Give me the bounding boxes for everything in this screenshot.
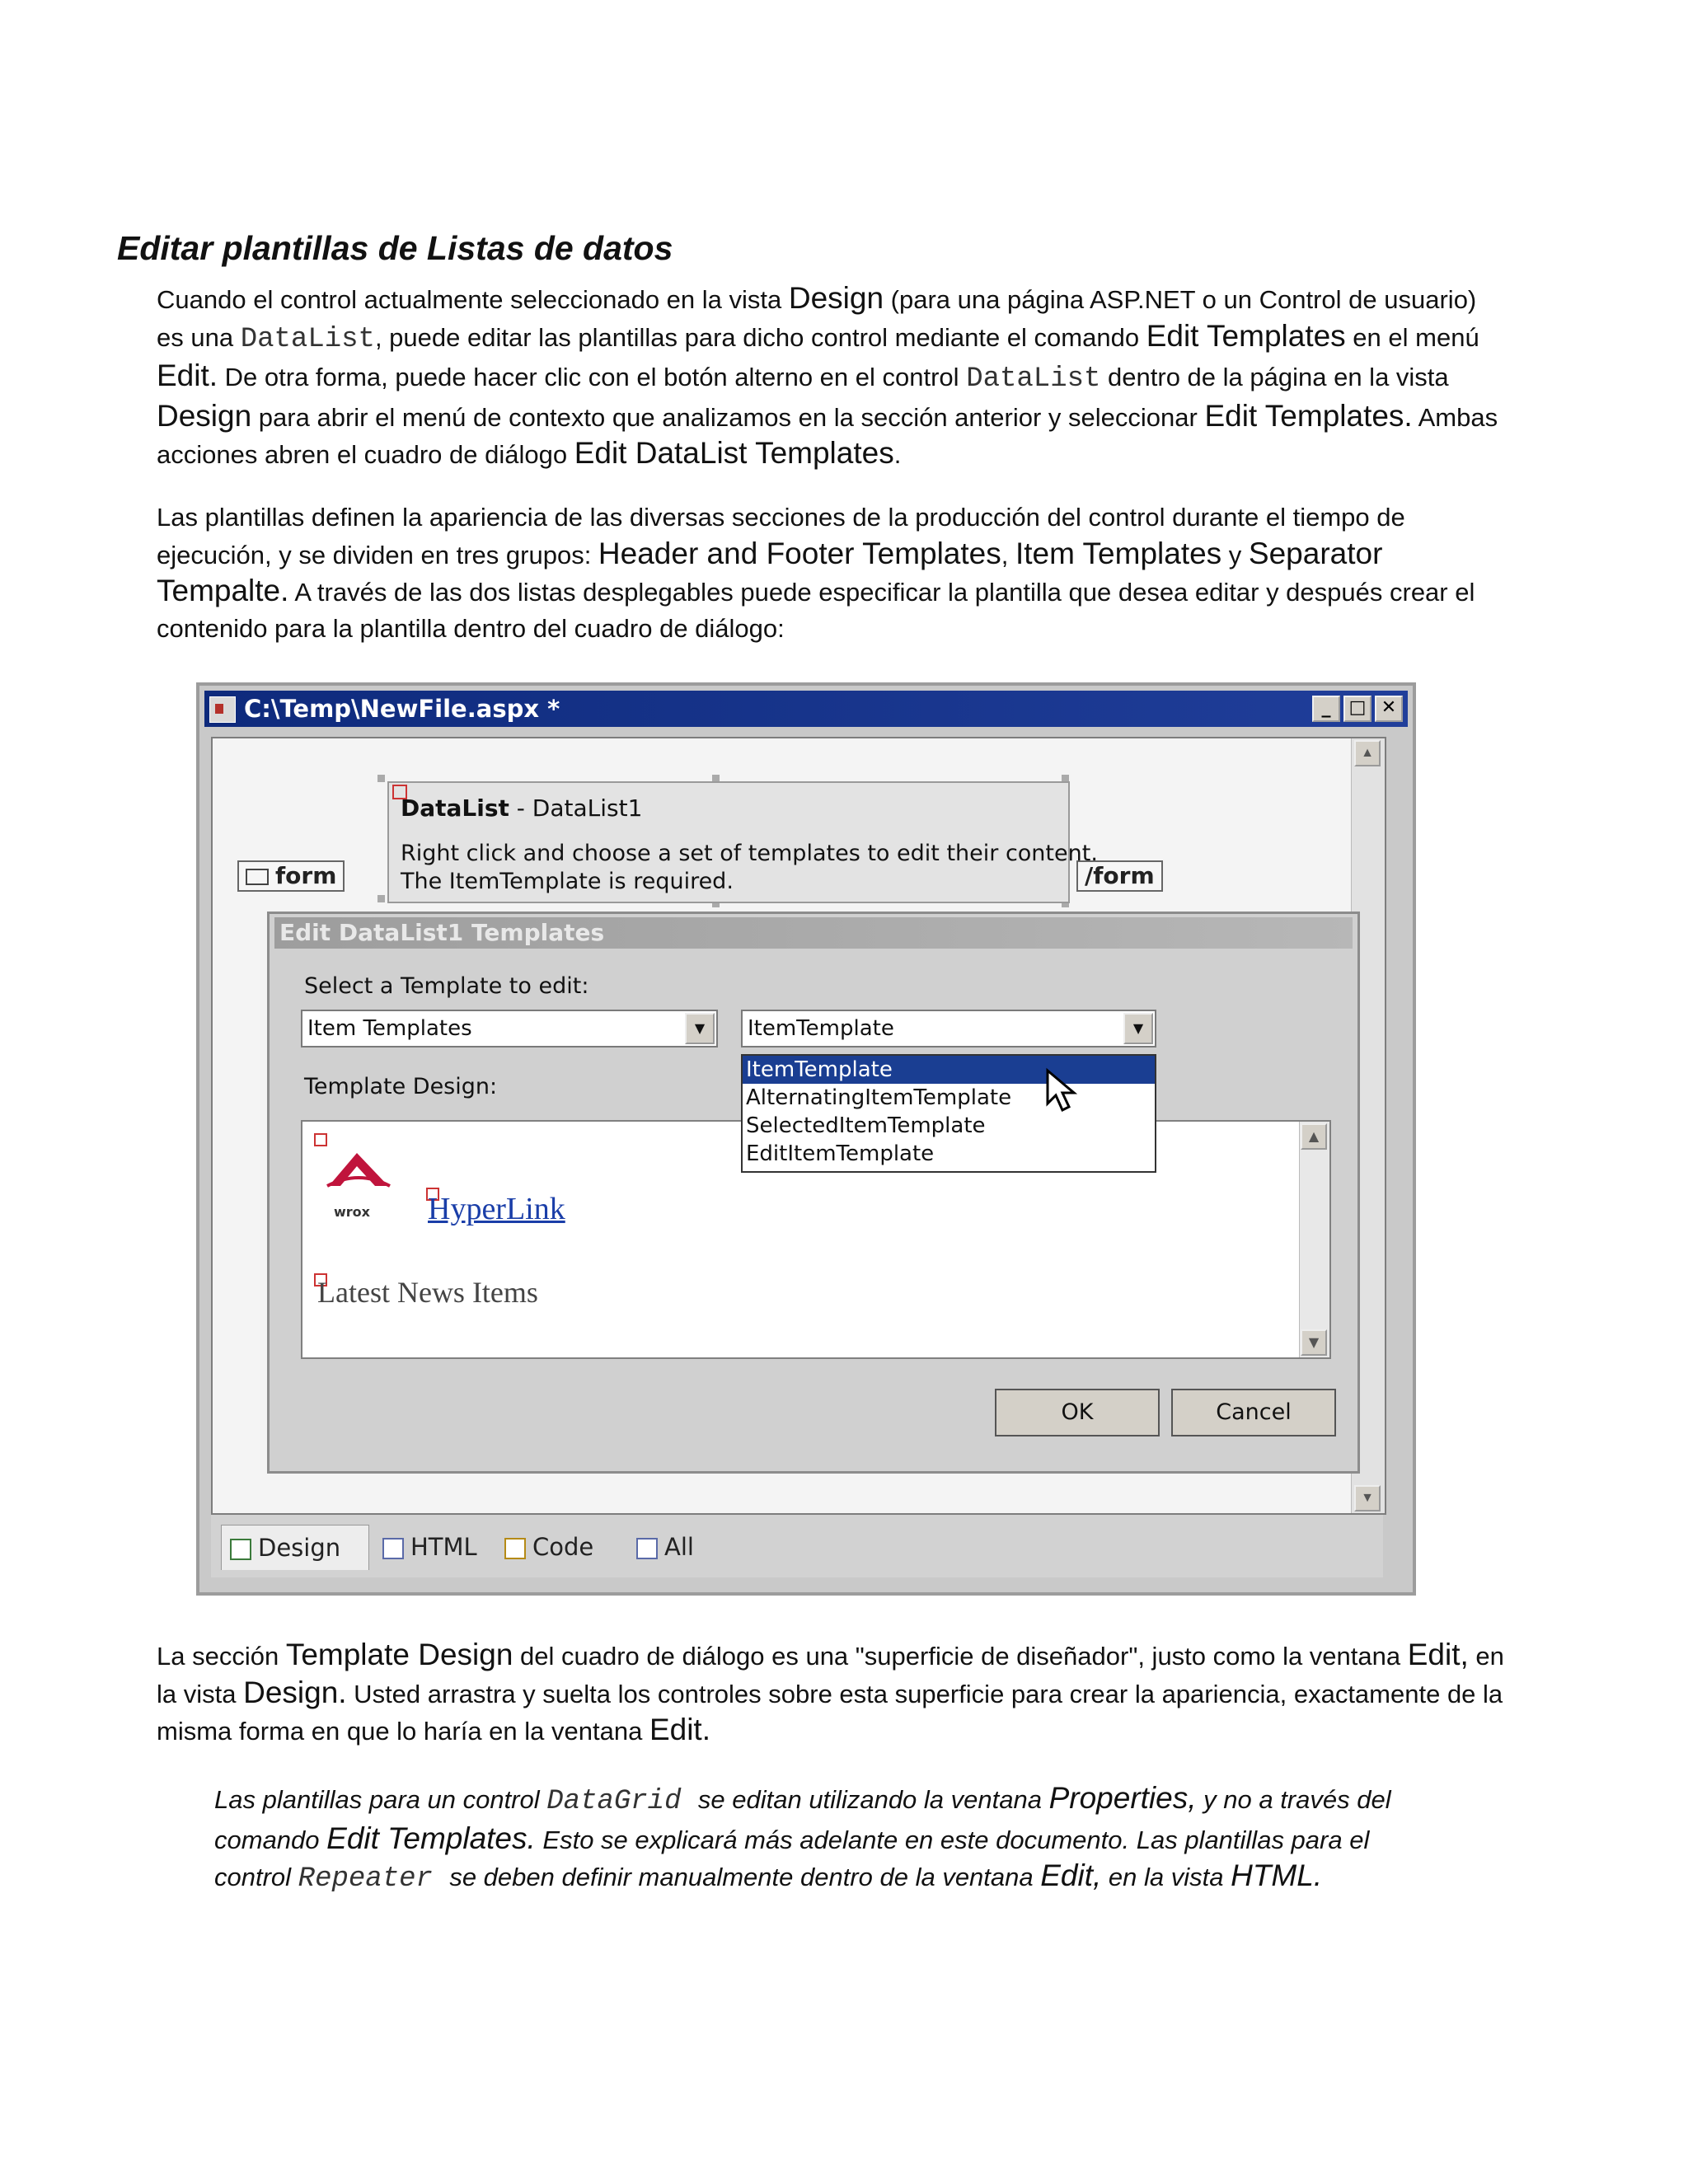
resize-handle[interactable] [377, 895, 385, 902]
tab-code[interactable]: Code [496, 1525, 620, 1569]
view-tab-bar [211, 1515, 1383, 1577]
note-paragraph: Las plantillas para un control DataGrid se editan utilizando la ventana Properties, y no a través del comando Edit Templates. Esto se explicará más adelante en este documento. Las plantillas para el control Repeater se deben definir manualmente dentro de la ventana Edit, en la vista HTML. [214, 1781, 1391, 1895]
design-surface [211, 737, 1386, 1515]
design-view-icon [230, 1539, 251, 1560]
template-dropdown-list[interactable] [741, 1054, 1156, 1173]
scroll-down-arrow[interactable]: ▼ [1354, 1485, 1381, 1511]
section-title: Editar plantillas de Listas de datos [117, 229, 673, 267]
code-view-icon [504, 1538, 526, 1559]
dropdown-option[interactable]: EditItemTemplate [746, 1141, 935, 1166]
design-area-scrollbar[interactable] [1299, 1122, 1329, 1357]
dropdown-option[interactable]: SelectedItemTemplate [746, 1113, 986, 1138]
paragraph-templates: Las plantillas definen la apariencia de las diversas secciones de la producción del control durante el tiempo de ejecución, y se dividen en tres grupos: Header and Footer Templates, Item Templates y Separator Tempalte. A través de las dos listas desplegables puede especificar la plantilla que desea editar y después crear el contenido para la plantilla dentro del cuadro de diálogo: [157, 503, 1475, 643]
select-template-label: Select a Template to edit: [304, 973, 589, 999]
tab-all[interactable]: All [628, 1525, 710, 1569]
ide-window-screenshot [196, 682, 1416, 1596]
hyperlink-control[interactable]: HyperLink [428, 1192, 565, 1226]
all-view-icon [636, 1538, 658, 1559]
minimize-button[interactable]: _ [1312, 696, 1340, 722]
file-icon [209, 696, 236, 723]
control-glyph-icon [314, 1133, 327, 1146]
wrox-logo-icon [324, 1150, 393, 1207]
logo-text: wrox [334, 1204, 370, 1220]
scroll-up-arrow[interactable]: ▲ [1354, 740, 1381, 766]
form-close-tag[interactable]: /form [1076, 860, 1163, 892]
datalist-heading: DataList - DataList1 [401, 794, 643, 822]
window-title: C:\Temp\NewFile.aspx * [244, 695, 560, 723]
html-view-icon [382, 1538, 404, 1559]
dialog-title-bar: Edit DataList1 Templates [274, 917, 1353, 949]
paragraph-intro: Cuando el control actualmente seleccionado en la vista Design (para una página ASP.NET o un Control de usuario) es una DataList, puede editar las plantillas para dicho control mediante el comando Edit Templates en el menú Edit. De otra forma, puede hacer clic con el botón alterno en el control DataList dentro de la página en la vista Design para abrir el menú de contexto que analizamos en la sección anterior y seleccionar Edit Templates. Ambas acciones abren el cuadro de diálogo Edit DataList Templates. [157, 281, 1498, 470]
template-group-select[interactable]: Item Templates ▼ [301, 1010, 718, 1047]
datalist-hint-line1: Right click and choose a set of templates to edit their content. [401, 841, 1098, 866]
scroll-up-arrow[interactable]: ▲ [1301, 1123, 1327, 1150]
dropdown-option[interactable]: AlternatingItemTemplate [746, 1085, 1012, 1110]
paragraph-design-surface: La sección Template Design del cuadro de diálogo es una "superficie de diseñador", justo como la ventana Edit, en la vista Design. Usted arrastra y suelta los controles sobre esta superficie para crear la apariencia, exactamente de la misma forma en que lo haría en la ventana Edit. [157, 1638, 1504, 1746]
cancel-button[interactable]: Cancel [1171, 1389, 1336, 1436]
datalist-control[interactable] [387, 781, 1098, 903]
datalist-hint-line2: The ItemTemplate is required. [401, 869, 734, 894]
label-control[interactable]: Latest News Items [317, 1276, 538, 1309]
window-title-bar [204, 691, 1408, 727]
close-button[interactable]: ✕ [1375, 696, 1403, 722]
chevron-down-icon[interactable]: ▼ [685, 1013, 715, 1044]
scroll-down-arrow[interactable]: ▼ [1301, 1329, 1327, 1356]
chevron-down-icon[interactable]: ▼ [1123, 1013, 1153, 1044]
ok-button[interactable]: OK [995, 1389, 1160, 1436]
dropdown-option[interactable]: ItemTemplate [743, 1056, 1155, 1084]
form-open-tag[interactable]: form [237, 860, 345, 892]
edit-templates-dialog [267, 912, 1360, 1474]
template-select[interactable]: ItemTemplate ▼ [741, 1010, 1156, 1047]
mouse-cursor-icon [1044, 1067, 1077, 1117]
form-icon [246, 869, 269, 885]
resize-handle[interactable] [377, 775, 385, 782]
tab-html[interactable]: HTML [374, 1525, 486, 1569]
template-design-label: Template Design: [304, 1074, 498, 1099]
maximize-button[interactable]: □ [1343, 696, 1372, 722]
tab-design[interactable]: Design [221, 1525, 369, 1570]
